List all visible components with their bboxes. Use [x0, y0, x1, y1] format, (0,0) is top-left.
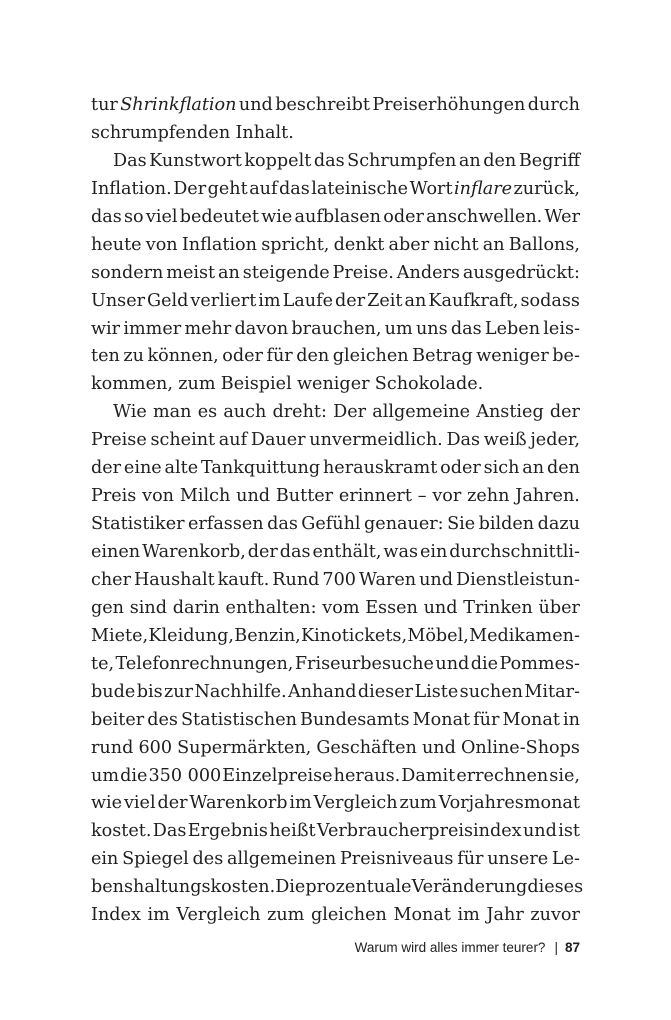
word: den — [296, 346, 330, 367]
word: Statistiker — [91, 514, 185, 535]
text-line — [91, 623, 580, 651]
word: Tankquittung — [200, 458, 321, 479]
word: und — [423, 597, 458, 618]
running-title: Warum wird alles immer teurer? — [354, 940, 546, 955]
word: Preiserhöhungen — [372, 95, 526, 115]
word: ausgedrückt: — [462, 262, 580, 283]
word: von — [142, 486, 175, 507]
word: im — [289, 793, 312, 814]
word: Vergleich — [176, 905, 261, 926]
text-line — [91, 148, 580, 176]
word: auf — [218, 430, 248, 451]
word: für — [473, 709, 500, 730]
word: leis- — [543, 318, 580, 339]
word: Damit — [401, 765, 456, 786]
word: zuvor — [530, 905, 580, 926]
word: Anstieg — [476, 402, 544, 423]
word: koppelt — [244, 150, 312, 171]
text-line — [91, 204, 580, 232]
word: lateinische — [311, 178, 409, 199]
word: für — [457, 849, 484, 870]
word: Supermärkten, — [177, 737, 312, 758]
word: Wer — [544, 206, 580, 227]
word: das — [279, 178, 310, 199]
word: bedeutet — [179, 206, 259, 227]
word: der — [549, 402, 580, 423]
word: Waren — [358, 569, 417, 590]
text-line — [91, 707, 580, 735]
word: Warenkorb — [189, 793, 288, 814]
word: steigende — [242, 262, 330, 283]
word: Medikamen- — [469, 625, 580, 646]
word: auf — [249, 178, 278, 199]
text-line — [91, 343, 580, 371]
text-line — [91, 288, 580, 316]
word: Milch — [179, 486, 231, 507]
word: zu — [123, 346, 144, 367]
word: cher — [91, 569, 132, 590]
word: Bundesamts — [300, 709, 410, 730]
word: Miete, — [91, 625, 149, 646]
text-line — [91, 260, 580, 288]
word: Einzelpreise — [222, 765, 333, 786]
word: an — [522, 458, 545, 479]
word: zum — [267, 905, 305, 926]
word: Unser — [91, 290, 146, 311]
word: ist — [558, 821, 580, 842]
word: Warenkorb, — [142, 542, 246, 562]
word: meist — [166, 262, 216, 283]
word: durch — [527, 95, 580, 115]
word: und — [435, 653, 470, 674]
word: viel — [123, 793, 156, 814]
word: ein — [91, 849, 119, 870]
word: Jahr — [486, 905, 524, 926]
word: jeder, — [530, 430, 580, 451]
word: Das — [152, 821, 187, 842]
word: weniger — [297, 374, 370, 395]
word: 350 000 — [148, 765, 222, 786]
word: wir — [91, 318, 121, 339]
word: im — [457, 905, 480, 926]
word: te, — [91, 653, 115, 674]
word: zur — [164, 681, 194, 702]
word: allgemeine — [372, 402, 471, 423]
word: anschwellen. — [426, 206, 543, 227]
word: brauchen, — [291, 318, 382, 339]
word: man — [153, 402, 192, 423]
text-line — [91, 651, 580, 679]
text-line — [91, 790, 580, 818]
body-text — [91, 92, 584, 930]
word: sind — [129, 597, 167, 618]
word: Butter — [275, 486, 334, 507]
text-line — [91, 735, 580, 763]
text-line — [91, 567, 580, 595]
word: oder — [440, 458, 481, 479]
word: ten — [91, 346, 120, 367]
word: 600 — [138, 737, 173, 758]
word: dazu — [537, 514, 580, 535]
word: vom — [322, 597, 360, 618]
word: Trinken — [463, 597, 533, 618]
word: Zeit — [367, 290, 403, 311]
word: be- — [552, 346, 580, 367]
word: die — [120, 765, 148, 786]
word: Monat — [393, 905, 451, 926]
word: Schrumpfen — [347, 150, 457, 171]
word: und — [236, 486, 271, 507]
word: Dienstleistun- — [455, 569, 580, 590]
text-line — [91, 455, 580, 483]
word: enthält, — [312, 542, 382, 562]
word: und — [421, 737, 456, 758]
word: Kaufkraft, — [428, 290, 519, 311]
text-line — [91, 371, 580, 399]
word: denkt — [333, 234, 385, 255]
word: können, — [147, 346, 219, 367]
word: weniger — [476, 346, 549, 367]
word: Vergleich — [313, 793, 398, 814]
word: der — [157, 793, 188, 814]
word: was — [383, 542, 418, 562]
word: Nachhilfe. — [194, 681, 287, 702]
word: Der — [173, 178, 207, 199]
word: Kunstwort — [149, 150, 242, 171]
word: beiter — [91, 709, 145, 730]
word: Telefonrechnungen, — [115, 653, 294, 674]
word: Das — [446, 430, 481, 451]
word: spricht, — [261, 234, 330, 255]
word: das — [91, 206, 122, 227]
word: Monat — [412, 709, 471, 730]
text-line — [91, 427, 580, 455]
word: Gefühl — [301, 514, 361, 535]
word: allgemeinen — [227, 849, 337, 870]
word: scheint — [150, 430, 216, 451]
word: kauft. — [217, 569, 270, 590]
word: zum — [178, 374, 216, 395]
word: Online-Shops — [460, 737, 580, 758]
text-line — [91, 316, 580, 344]
word: bis — [136, 681, 163, 702]
text-line — [91, 818, 580, 846]
word: bude — [91, 681, 136, 702]
word: tur — [91, 95, 118, 115]
word: ein — [419, 542, 448, 562]
word: Liste — [414, 681, 459, 702]
word: aufblasen — [294, 206, 382, 227]
word: – — [417, 486, 427, 507]
word: herauskramt — [322, 458, 438, 479]
word: aber — [388, 234, 430, 255]
word: Preise — [91, 430, 147, 451]
word: den — [483, 150, 517, 171]
word: so — [124, 206, 144, 227]
word: viel — [145, 206, 178, 227]
word: gleichen — [310, 905, 387, 926]
page-number: 87 — [564, 940, 580, 955]
word: Schokolade. — [374, 374, 484, 395]
word: Ergebnis — [187, 821, 268, 842]
word: Sie — [447, 514, 476, 535]
word: Veränderung — [411, 877, 528, 898]
word: Jahren. — [515, 486, 580, 507]
word: mehr — [184, 318, 232, 339]
word: Inhalt. — [235, 122, 294, 143]
word: heute — [91, 234, 142, 255]
word: Le- — [551, 849, 580, 870]
footer-separator: | — [554, 940, 558, 955]
word: Preise. — [332, 262, 394, 283]
word: es — [197, 402, 218, 423]
word: unsere — [487, 849, 549, 870]
word: im — [147, 905, 170, 926]
word: Betrag — [412, 346, 473, 367]
word: Anhand — [288, 681, 357, 702]
word: Beispiel — [220, 374, 292, 395]
word: einen — [91, 542, 141, 562]
word: unvermeidlich. — [309, 430, 443, 451]
word: das — [279, 542, 311, 562]
word: gen — [91, 597, 125, 618]
word: Wie — [113, 402, 147, 423]
word: Leben — [484, 318, 541, 339]
word: benshaltungskosten. — [91, 877, 276, 898]
word: das — [267, 514, 298, 535]
word: der — [247, 542, 278, 562]
text-line — [91, 679, 580, 707]
word: Die — [275, 877, 306, 898]
italic-word: inflare — [454, 178, 513, 199]
word: errechnen — [456, 765, 549, 786]
page-footer — [355, 940, 580, 955]
word: an — [458, 150, 481, 171]
word: erinnert — [338, 486, 412, 507]
word: Das — [113, 150, 147, 171]
word: Der — [333, 402, 367, 423]
word: geht — [207, 178, 248, 199]
word: wie — [261, 206, 293, 227]
word: Kinotickets, — [301, 625, 408, 646]
word: Pommes- — [499, 653, 580, 674]
word: davon — [234, 318, 289, 339]
text-line — [91, 846, 580, 874]
word: Monat — [502, 709, 560, 730]
word: der — [335, 290, 366, 311]
text-line — [91, 511, 580, 539]
word: an — [218, 262, 240, 283]
word: und — [238, 95, 273, 115]
word: Laufe — [282, 290, 334, 311]
word: schrumpfenden — [91, 122, 231, 143]
text-line — [91, 902, 580, 930]
word: Preis — [91, 486, 137, 507]
word: gleichen — [332, 346, 409, 367]
text-line — [91, 176, 580, 204]
italic-word: Shrinkflation — [120, 95, 237, 115]
word: in — [562, 709, 580, 730]
word: sodass — [520, 290, 580, 311]
word: durchschnittli- — [449, 542, 580, 562]
word: wie — [91, 793, 123, 814]
word: vor — [432, 486, 462, 507]
text-line — [91, 232, 580, 260]
word: und — [419, 569, 454, 590]
word: Geld — [147, 290, 189, 311]
word: genauer: — [364, 514, 444, 535]
word: Index — [91, 905, 141, 926]
word: Mitar- — [524, 681, 580, 702]
word: zehn — [467, 486, 510, 507]
text-line — [91, 399, 580, 427]
text-line — [91, 595, 580, 623]
text-line — [91, 92, 580, 120]
word: verliert — [190, 290, 257, 311]
word: an — [482, 234, 505, 255]
word: sie, — [549, 765, 580, 786]
word: Inflation — [181, 234, 257, 255]
word: darin — [172, 597, 220, 618]
word: des — [192, 849, 224, 870]
word: eine — [123, 458, 162, 479]
word: nicht — [433, 234, 479, 255]
word: uns — [415, 318, 448, 339]
word: kommen, — [91, 374, 173, 395]
word: Benzin, — [234, 625, 301, 646]
word: rund — [91, 737, 134, 758]
word: Geschäften — [316, 737, 417, 758]
text-line — [91, 483, 580, 511]
word: Dauer — [250, 430, 306, 451]
word: sich — [483, 458, 520, 479]
word: enthalten: — [225, 597, 317, 618]
word: Vorjahresmonat — [438, 793, 580, 814]
word: des — [147, 709, 178, 730]
word: erfassen — [187, 514, 264, 535]
word: das — [313, 150, 345, 171]
word: 700 — [322, 569, 356, 590]
word: Spiegel — [122, 849, 189, 870]
word: Haushalt — [133, 569, 215, 590]
word: zum — [399, 793, 437, 814]
word: der — [91, 458, 122, 479]
text-line — [91, 874, 584, 902]
word: Ballons, — [508, 234, 580, 255]
word: Kleidung, — [148, 625, 234, 646]
word: alte — [164, 458, 199, 479]
word: oder — [383, 206, 424, 227]
word: dieses — [527, 877, 584, 898]
word: suchen — [459, 681, 523, 702]
word: Statistischen — [180, 709, 297, 730]
word: im — [258, 290, 281, 311]
word: Essen — [365, 597, 418, 618]
word: von — [145, 234, 178, 255]
word: das — [450, 318, 482, 339]
text-line — [91, 120, 580, 148]
word: und — [522, 821, 557, 842]
word: heraus. — [333, 765, 401, 786]
word: den — [546, 458, 580, 479]
word: um — [91, 765, 120, 786]
word: weiß — [483, 430, 527, 451]
word: Möbel, — [407, 625, 469, 646]
text-line — [91, 539, 580, 567]
word: sondern — [91, 262, 164, 283]
word: Anders — [396, 262, 460, 283]
word: Verbraucherpreisindex — [316, 821, 522, 842]
word: Friseurbesuche — [294, 653, 434, 674]
word: immer — [123, 318, 182, 339]
word: um — [384, 318, 413, 339]
text-line — [91, 763, 580, 791]
word: dieser — [357, 681, 414, 702]
word: Wort — [409, 178, 453, 199]
word: auch — [223, 402, 267, 423]
word: heißt — [269, 821, 316, 842]
word: zurück, — [513, 178, 580, 199]
word: über — [538, 597, 580, 618]
word: Rund — [272, 569, 320, 590]
word: kostet. — [91, 821, 152, 842]
word: Begriff — [518, 150, 580, 171]
word: bilden — [478, 514, 535, 535]
word: beschreibt — [275, 95, 370, 115]
word: Inflation. — [91, 178, 172, 199]
word: die — [470, 653, 499, 674]
word: prozentuale — [305, 877, 412, 898]
word: oder — [222, 346, 263, 367]
word: für — [266, 346, 293, 367]
word: an — [404, 290, 427, 311]
word: dreht: — [272, 402, 327, 423]
word: Preisniveaus — [339, 849, 454, 870]
